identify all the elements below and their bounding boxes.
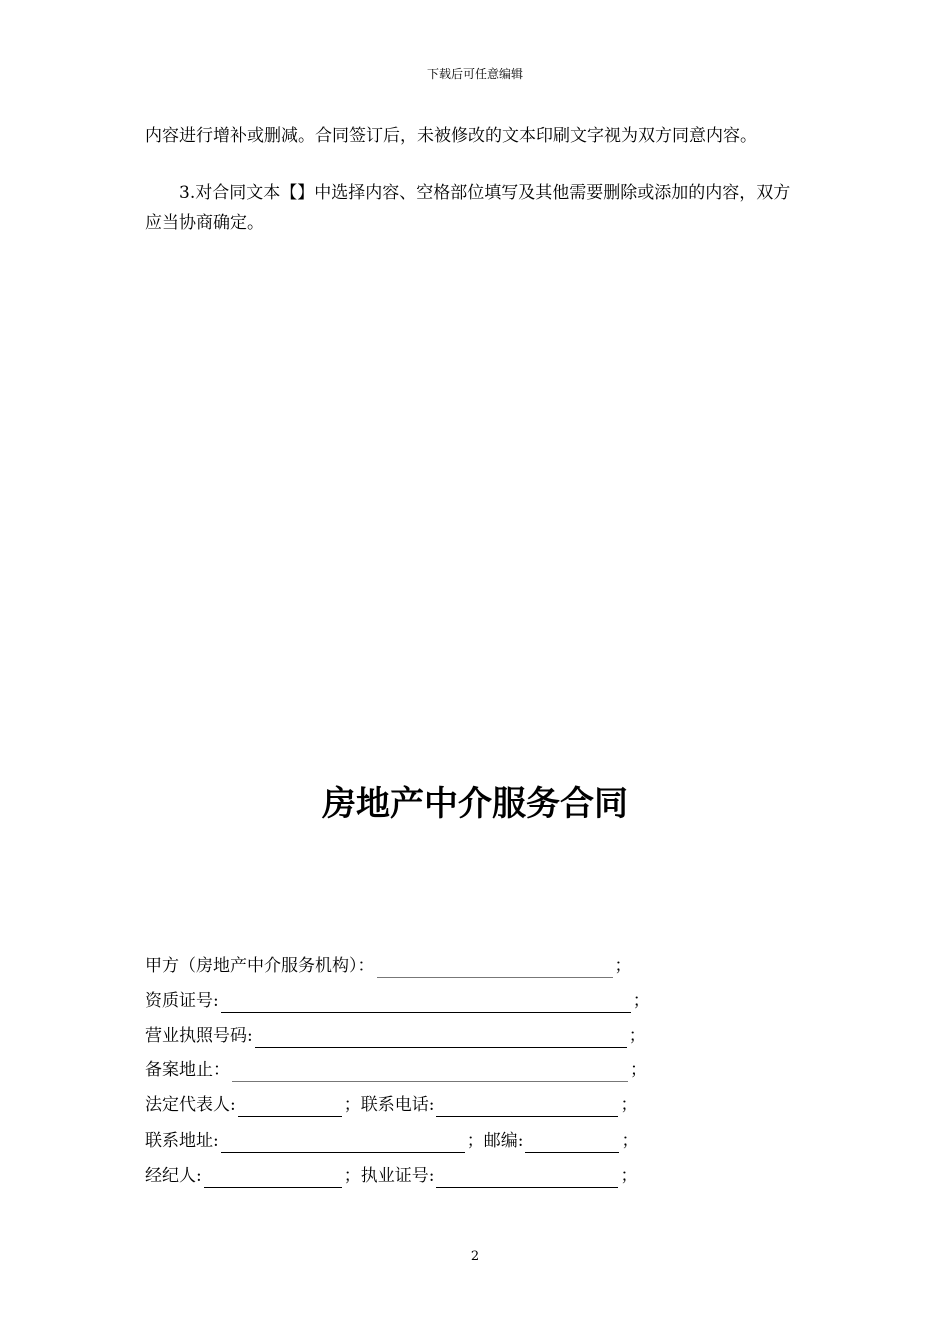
field-label: 联系电话:: [360, 1095, 435, 1115]
blank-filed-address[interactable]: [232, 1063, 628, 1082]
field-terminator: ；: [630, 1060, 647, 1080]
field-terminator: ；: [620, 1166, 638, 1186]
blank-agent[interactable]: [204, 1169, 342, 1188]
field-terminator: ；: [620, 1095, 638, 1115]
field-filed-address: [145, 1058, 647, 1082]
blank-qualification[interactable]: [221, 994, 631, 1013]
contract-title: 房地产中介服务合同: [322, 784, 628, 824]
paragraph-item-3: [145, 178, 807, 238]
field-label: 执业证号:: [360, 1166, 435, 1186]
field-qualification: [145, 989, 650, 1013]
field-label: 甲方（房地产中介服务机构）：: [145, 956, 375, 976]
blank-phone[interactable]: [436, 1098, 618, 1117]
field-license: [145, 1024, 646, 1048]
field-label: 邮编:: [483, 1131, 524, 1151]
field-separator: ；: [466, 1131, 484, 1151]
blank-party-a[interactable]: [377, 959, 613, 978]
blank-contact-address[interactable]: [221, 1134, 465, 1153]
blank-license[interactable]: [255, 1029, 627, 1048]
field-label: 法定代表人:: [145, 1095, 236, 1115]
paragraph-amendments: 内容进行增补或删减。合同签订后，未被修改的文本印刷文字视为双方同意内容。: [145, 126, 757, 146]
field-terminator: ；: [621, 1131, 639, 1151]
field-label: 备案地止：: [145, 1060, 230, 1080]
field-legal-rep-phone: [145, 1093, 637, 1117]
field-separator: ；: [343, 1095, 361, 1115]
field-terminator: ；: [628, 1026, 646, 1046]
field-contact-address-postcode: [145, 1129, 638, 1153]
field-label: 资质证号:: [145, 991, 219, 1011]
page-number: 2: [470, 1249, 480, 1264]
field-party-a: [145, 954, 632, 978]
blank-practice-cert[interactable]: [436, 1169, 618, 1188]
field-separator: ；: [343, 1166, 361, 1186]
field-terminator: ；: [614, 956, 632, 976]
blank-postcode[interactable]: [525, 1134, 619, 1153]
paragraph-item-3-text: 3.对合同文本【】中选择内容、空格部位填写及其他需要删除或添加的内容，双方应当协商确定。: [145, 183, 791, 233]
field-label: 营业执照号码:: [145, 1026, 253, 1046]
field-agent-cert: [145, 1164, 637, 1188]
page-header: 下载后可任意编辑: [426, 67, 523, 81]
field-label: 联系地址:: [145, 1131, 219, 1151]
field-terminator: ；: [632, 991, 650, 1011]
field-label: 经纪人:: [145, 1166, 202, 1186]
blank-legal-rep[interactable]: [238, 1098, 342, 1117]
